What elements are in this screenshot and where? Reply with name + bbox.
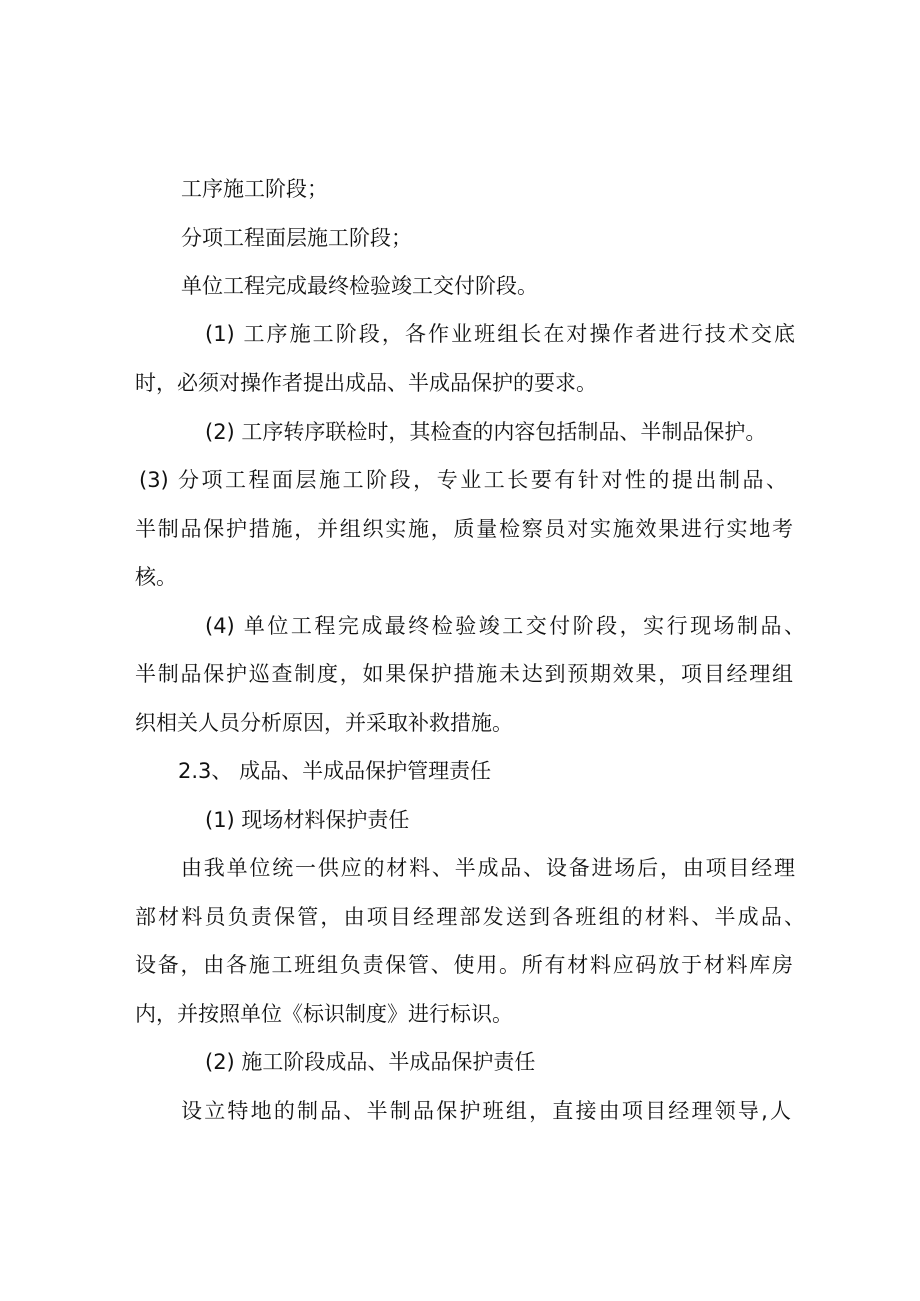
section-heading-2-3: 2.3、 成品、半成品保护管理责任 [178,759,492,783]
paragraph-3-line-2: 半制品保护措施，并组织实施，质量检察员对实施效果进行实地考 [135,517,793,541]
paragraph-1-line-2: 时，必须对操作者提出成品、半成品保护的要求。 [135,371,597,395]
paragraph-5-line-3: 设备，由各施工班组负责保管、使用。所有材料应码放于材料库房 [135,953,793,977]
paragraph-2: (2) 工序转序联检时，其检查的内容包括制品、半制品保护。 [205,420,767,444]
stage-item-completion: 单位工程完成最终检验竣工交付阶段。 [181,274,538,298]
subheading-material-protection: (1) 现场材料保护责任 [205,808,410,832]
paragraph-5-line-1: 由我单位统一供应的材料、半成品、设备进场后，由项目经理 [181,856,795,880]
subheading-construction-protection: (2) 施工阶段成品、半成品保护责任 [205,1050,536,1074]
stage-item-process: 工序施工阶段； [181,177,328,201]
stage-item-surface: 分项工程面层施工阶段； [181,226,412,250]
paragraph-3-line-1: (3) 分项工程面层施工阶段，专业工长要有针对性的提出制品、 [139,468,787,492]
paragraph-5-line-4: 内，并按照单位《标识制度》进行标识。 [135,1002,513,1026]
paragraph-4-line-1: (4) 单位工程完成最终检验竣工交付阶段，实行现场制品、 [205,614,805,638]
paragraph-5-line-2: 部材料员负责保管，由项目经理部发送到各班组的材料、半成品、 [135,905,805,929]
paragraph-3-line-3: 核。 [135,565,177,589]
paragraph-6-line-1: 设立特地的制品、半制品保护班组，直接由项目经理领导,人 [181,1099,791,1123]
paragraph-4-line-3: 织相关人员分析原因，并采取补救措施。 [135,711,513,735]
paragraph-1-line-1: (1) 工序施工阶段，各作业班组长在对操作者进行技术交底 [205,322,795,346]
paragraph-4-line-2: 半制品保护巡查制度，如果保护措施未达到预期效果，项目经理组 [135,662,793,686]
